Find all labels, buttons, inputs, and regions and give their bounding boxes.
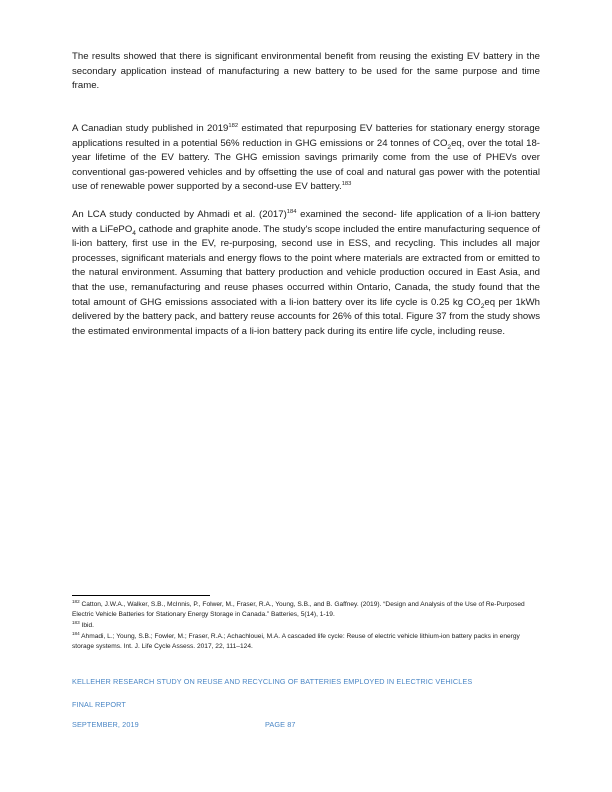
footnote-ref-183[interactable]: 183 — [341, 181, 352, 188]
footnote-ref-184[interactable]: 184 — [286, 208, 297, 215]
subscript: 2 — [480, 302, 485, 310]
footnote-number: 183 — [72, 619, 80, 625]
footnote-text: Ibid. — [79, 622, 94, 629]
paragraph-lca-study — [72, 208, 540, 339]
page-number: PAGE 87 — [265, 720, 296, 729]
footnote-number: 182 — [72, 598, 80, 604]
subscript: 2 — [447, 143, 452, 151]
paragraph-text: estimated that repurposing EV batteries for stationary energy storage applications resulted in a potential 56% reduction in GHG emissions or 24 tonnes of CO — [72, 123, 541, 149]
footnotes — [72, 600, 540, 653]
footer-title: KELLEHER RESEARCH STUDY ON REUSE AND RECYCLING OF BATTERIES EMPLOYED IN ELECTRIC VEHICLES — [72, 677, 473, 686]
paragraph-text: A Canadian study published in 2019 — [72, 123, 229, 134]
paragraph-text: eq, over the total 18-year lifetime of the EV battery. The GHG emission savings primarily come from the use of PHEVs over conventional gas-powered vehicles and by offsetting the use of coal and natural gas power with the potential use of renewable power supported by a second-use EV battery. — [72, 137, 541, 193]
footer-date: SEPTEMBER, 2019 — [72, 720, 139, 729]
footer-report: FINAL REPORT — [72, 700, 126, 709]
footnote-divider — [72, 595, 210, 596]
footnote-number: 184 — [72, 630, 80, 636]
subscript: 4 — [132, 229, 136, 237]
footnote-183 — [72, 621, 540, 631]
paragraph-text: examined the second- life application of a li-ion battery with a LiFePO — [72, 209, 540, 235]
paragraph-text: eq per 1kWh delivered by the battery pack, and battery reuse accounts for 26% of this total. Figure 37 from the study shows the estimated environmental impacts of a li-ion battery pack during its entire life cycle, including reuse. — [72, 296, 540, 337]
footnote-182 — [72, 600, 540, 620]
footnote-text: Ahmadi, L.; Young, S.B.; Fowler, M.; Fraser, R.A.; Achachlouei, M.A. A cascaded life cycle: Reuse of electric vehicle lithium-ion battery packs in energy storage systems. Int. J. Life Cycle Assess. 2017, 22, 111–124. — [72, 633, 520, 650]
footnote-text: Catton, J.W.A., Walker, S.B., McInnis, P., Folwer, M., Fraser, R.A., Young, S.B., and B. Gaffney. (2019). “Design and Analysis of the Use of Re-Purposed Electric Vehicle Batteries for Stationary Energy Storage in Canada.” Batteries, 5(14), 1-19. — [72, 601, 525, 618]
paragraph-results — [72, 50, 540, 94]
paragraph-text: The results showed that there is significant environmental benefit from reusing the existing EV battery in the secondary application instead of manufacturing a new battery to be used for the same purpose and time frame. — [72, 51, 540, 92]
footer-meta — [72, 720, 296, 729]
footnote-184 — [72, 632, 540, 652]
paragraph-text: cathode and graphite anode. The study's scope included the entire manufacturing sequence of li-ion battery, first use in the EV, re-purposing, second use in ESS, and recycling. This includes all major processes, significant materials and energy flows to the point where materials are extracted from or emitted to the natural environment. Assuming that battery production and vehicle production occured in East Asia, and that the use, remanufacturing and reuse phases occurred within Ontario, Canada, the study found that the total amount of GHG emissions associated with a li-ion battery over its life cycle is 0.25 kg CO — [72, 223, 540, 308]
paragraph-canadian-study — [72, 122, 540, 195]
paragraph-text: An LCA study conducted by Ahmadi et al. (2017) — [72, 209, 287, 220]
footnote-ref-182[interactable]: 182 — [228, 122, 239, 129]
